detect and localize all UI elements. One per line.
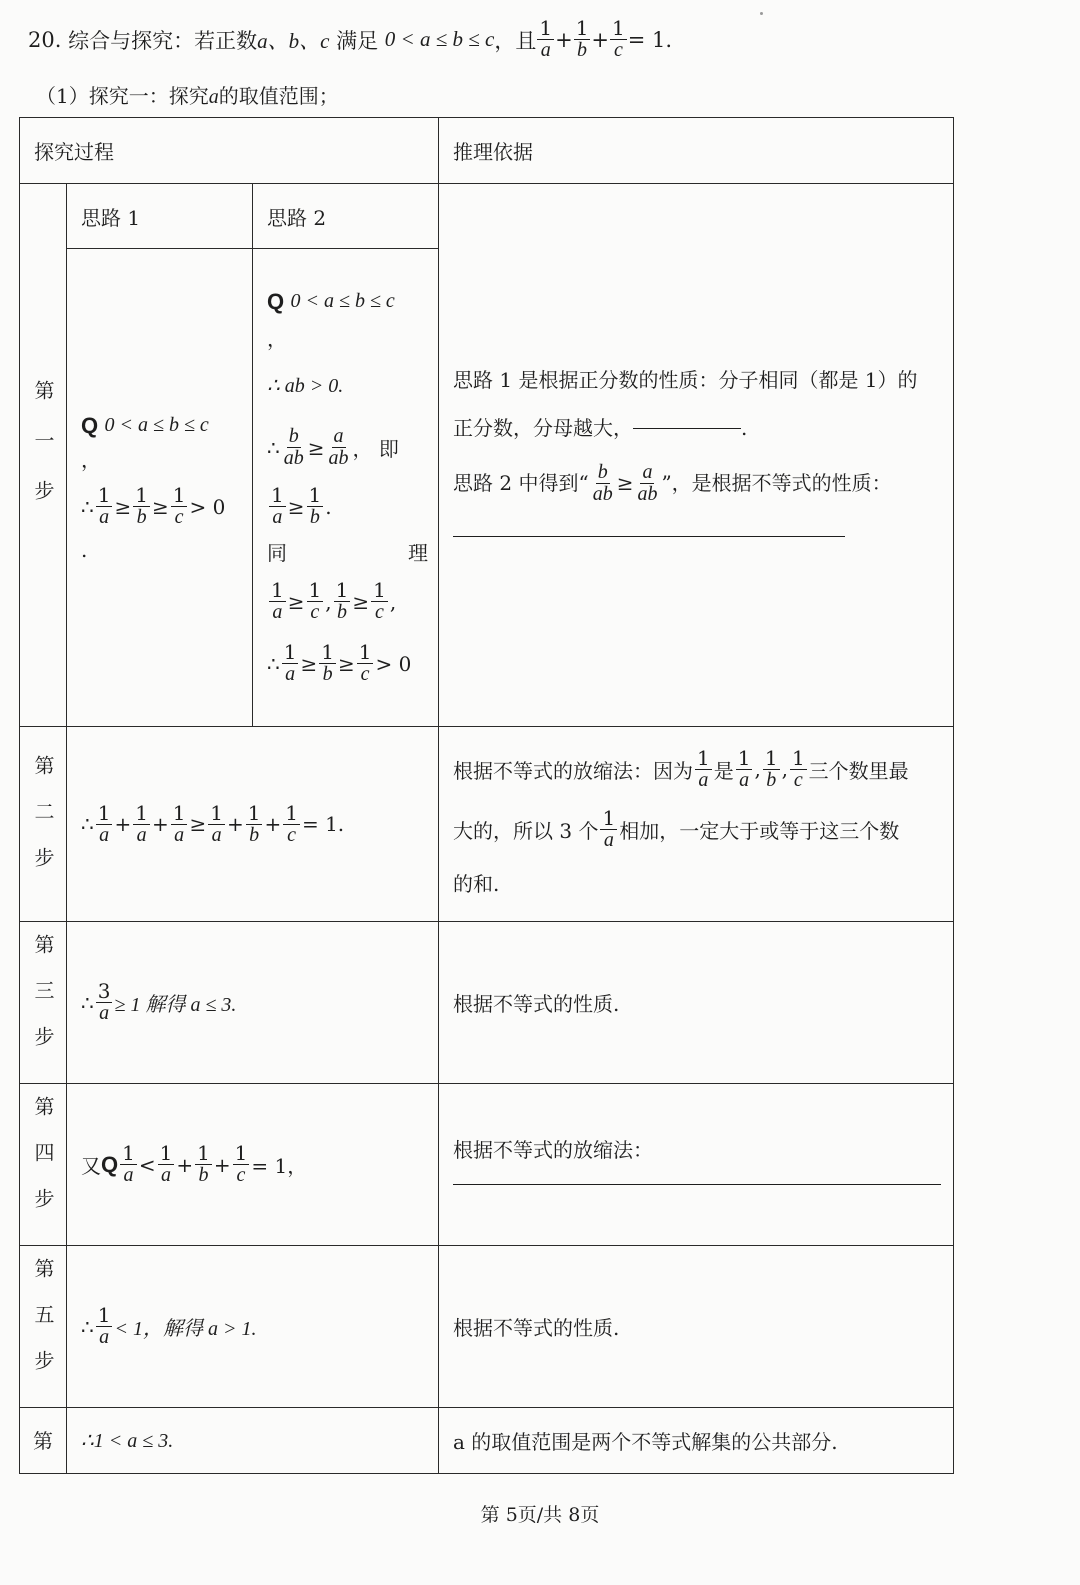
answer-blank bbox=[453, 1184, 941, 1185]
fraction: $\frac{1}{a}$ bbox=[271, 578, 284, 623]
question-condition: 0 < a ≤ b ≤ c bbox=[384, 27, 495, 51]
step4-expression: 又 Q $\frac{1}{a}$ < $\frac{1}{a}$ + $\frac{1}{b}$ + $\frac{1}{c}$ = 1， bbox=[67, 1084, 439, 1246]
step2-reason: 根据不等式的放缩法：因为 $\frac{1}{a}$ 是 $\frac{1}{a}$ , $\frac{1}{b}$ , $\frac{1}{c}$ 三个数里最 大的，所以 3 个 $\frac{1}{a}$ 相加，一定大于或等于这三个数 的和. bbox=[439, 727, 954, 922]
step3-label: 第三步 bbox=[31, 933, 55, 1072]
fraction: $\frac{1}{b}$ bbox=[575, 16, 589, 61]
step-label bbox=[20, 922, 67, 1084]
step4-reason: 根据不等式的放缩法： bbox=[439, 1084, 954, 1246]
table-row bbox=[20, 1408, 954, 1474]
reason-line: 正分数，分母越大， . bbox=[453, 416, 748, 440]
answer-blank bbox=[633, 428, 741, 429]
fraction: $\frac{b}{ab}$ bbox=[283, 425, 304, 469]
fraction: $\frac{1}{c}$ bbox=[791, 745, 805, 791]
because-q: Q bbox=[101, 1151, 119, 1177]
fraction: $\frac{1}{a}$ bbox=[122, 1141, 135, 1186]
fraction: $\frac{3}{a}$ bbox=[97, 979, 111, 1024]
step1-label: 第一步 bbox=[31, 380, 55, 530]
fraction: $\frac{1}{b}$ bbox=[308, 483, 322, 528]
reason-line bbox=[453, 514, 939, 554]
step6-expression: ∴1 < a ≤ 3. bbox=[67, 1408, 439, 1474]
table-row bbox=[20, 1246, 954, 1408]
step-label bbox=[20, 184, 67, 727]
reason-line: 思路 1 是根据正分数的性质：分子相同（都是 1）的 bbox=[453, 368, 918, 392]
fraction: $\frac{1}{a}$ bbox=[172, 800, 186, 846]
idea1-header: 思路 1 bbox=[67, 184, 253, 249]
reason-line: 思路 2 中得到“ $\frac{b}{ab}$ ≥ $\frac{a}{ab}$ ”，是根据不等式的性质： bbox=[453, 460, 892, 505]
fraction: $\frac{1}{a}$ bbox=[97, 800, 111, 846]
table-row bbox=[20, 727, 954, 922]
fraction: $\frac{1}{a}$ bbox=[697, 745, 710, 791]
exploration-table bbox=[19, 117, 954, 1474]
step3-expression: ∴ $\frac{3}{a}$ ≥ 1 解得 a ≤ 3. bbox=[67, 922, 439, 1084]
fraction: $\frac{1}{b}$ bbox=[135, 483, 148, 528]
table-row bbox=[20, 1084, 954, 1246]
step2-label: 第二步 bbox=[31, 755, 55, 893]
fraction: $\frac{1}{c}$ bbox=[234, 1141, 248, 1186]
fraction: $\frac{1}{b}$ bbox=[247, 800, 261, 846]
fraction: $\frac{1}{a}$ bbox=[210, 800, 223, 846]
step6-label: 第 bbox=[20, 1408, 67, 1474]
fraction: $\frac{1}{c}$ bbox=[308, 578, 322, 623]
question-number: 20. bbox=[28, 27, 62, 52]
fraction: $\frac{1}{a}$ bbox=[737, 745, 751, 791]
fraction: $\frac{1}{b}$ bbox=[764, 745, 778, 791]
fraction: $\frac{1}{b}$ bbox=[321, 640, 334, 685]
header-process: 探究过程 bbox=[20, 118, 439, 184]
fraction: $\frac{1}{c}$ bbox=[358, 640, 372, 685]
step4-label: 第四步 bbox=[31, 1095, 55, 1234]
idea2-header: 思路 2 bbox=[253, 184, 439, 249]
fraction: $\frac{a}{ab}$ bbox=[637, 460, 658, 505]
table-row bbox=[20, 922, 954, 1084]
step-label bbox=[20, 1084, 67, 1246]
fraction: $\frac{a}{ab}$ bbox=[328, 425, 349, 469]
question-stem-text: 综合与探究：若正数 bbox=[68, 28, 258, 53]
step1-reason bbox=[439, 184, 954, 727]
because-q: Q bbox=[81, 412, 99, 438]
idea1-content: Q 0 < a ≤ b ≤ c ， ∴ $\frac{1}{a}$ ≥ $\frac{1}{b}$ ≥ $\frac{1}{c}$ > 0 . bbox=[67, 249, 253, 727]
scan-speck bbox=[760, 12, 763, 15]
step-label bbox=[20, 1246, 67, 1408]
fraction: $\frac{1}{a}$ bbox=[97, 1303, 111, 1348]
fraction: $\frac{1}{a}$ bbox=[283, 640, 297, 685]
fraction: $\frac{1}{b}$ bbox=[197, 1141, 210, 1186]
fraction: $\frac{1}{c}$ bbox=[373, 578, 386, 623]
fraction: $\frac{1}{a}$ bbox=[159, 1141, 173, 1186]
answer-blank bbox=[453, 536, 845, 537]
idea2-content: Q 0 < a ≤ b ≤ c ， ∴ ab > 0. ∴ $\frac{b}{ab}$ ≥ $\frac{a}{ab}$ ， 即 $\frac{1}{a}$ ≥ $\frac{1}{b}$ . 同 理 $\frac{1}{a}$ ≥ $\frac{1}{c}$ , $\frac{1}{b}$ ≥ $\frac{1}{c}$ , ∴ $\frac{1}{a}$ ≥ $\frac{1}{b}$ ≥ $\frac{1}{c}$ > 0 bbox=[253, 249, 439, 727]
question-stem: 20. 综合与探究：若正数 a、b、c 满足 0 < a ≤ b ≤ c ，且 $\frac{1}{a}$ + $\frac{1}{b}$ + $\frac{1}{c}$ = 1. bbox=[28, 16, 673, 61]
fraction: $\frac{1}{b}$ bbox=[335, 578, 349, 623]
because-q: Q bbox=[267, 288, 285, 314]
fraction: $\frac{1}{a}$ bbox=[135, 800, 148, 846]
step5-expression: ∴ $\frac{1}{a}$ < 1，解得 a > 1. bbox=[67, 1246, 439, 1408]
fraction: $\frac{1}{a}$ bbox=[271, 483, 284, 528]
fraction: $\frac{1}{c}$ bbox=[612, 16, 625, 61]
fraction: $\frac{1}{a}$ bbox=[602, 805, 616, 851]
fraction: $\frac{1}{c}$ bbox=[285, 800, 298, 846]
question-vars: a、b、c bbox=[257, 28, 330, 53]
fraction: $\frac{1}{a}$ bbox=[539, 16, 553, 61]
step5-label: 第五步 bbox=[31, 1257, 55, 1396]
header-basis: 推理依据 bbox=[439, 118, 954, 184]
step-label bbox=[20, 727, 67, 922]
fraction: $\frac{b}{ab}$ bbox=[592, 460, 613, 505]
step5-reason: 根据不等式的性质. bbox=[439, 1246, 954, 1408]
fraction: $\frac{1}{a}$ bbox=[97, 483, 111, 528]
step2-expression: ∴ $\frac{1}{a}$ + $\frac{1}{a}$ + $\frac{1}{a}$ ≥ $\frac{1}{a}$ + $\frac{1}{b}$ + $\frac{1}{c}$ = 1. bbox=[67, 727, 439, 922]
step3-reason: 根据不等式的性质. bbox=[439, 922, 954, 1084]
table-row bbox=[20, 184, 954, 249]
fraction: $\frac{1}{c}$ bbox=[172, 483, 186, 528]
table-header-row bbox=[20, 118, 954, 184]
part1-title: （1）探究一：探究a的取值范围； bbox=[36, 84, 339, 108]
page-footer: 第 5页/共 8页 bbox=[480, 1504, 600, 1526]
step6-reason: a 的取值范围是两个不等式解集的公共部分. bbox=[439, 1408, 954, 1474]
